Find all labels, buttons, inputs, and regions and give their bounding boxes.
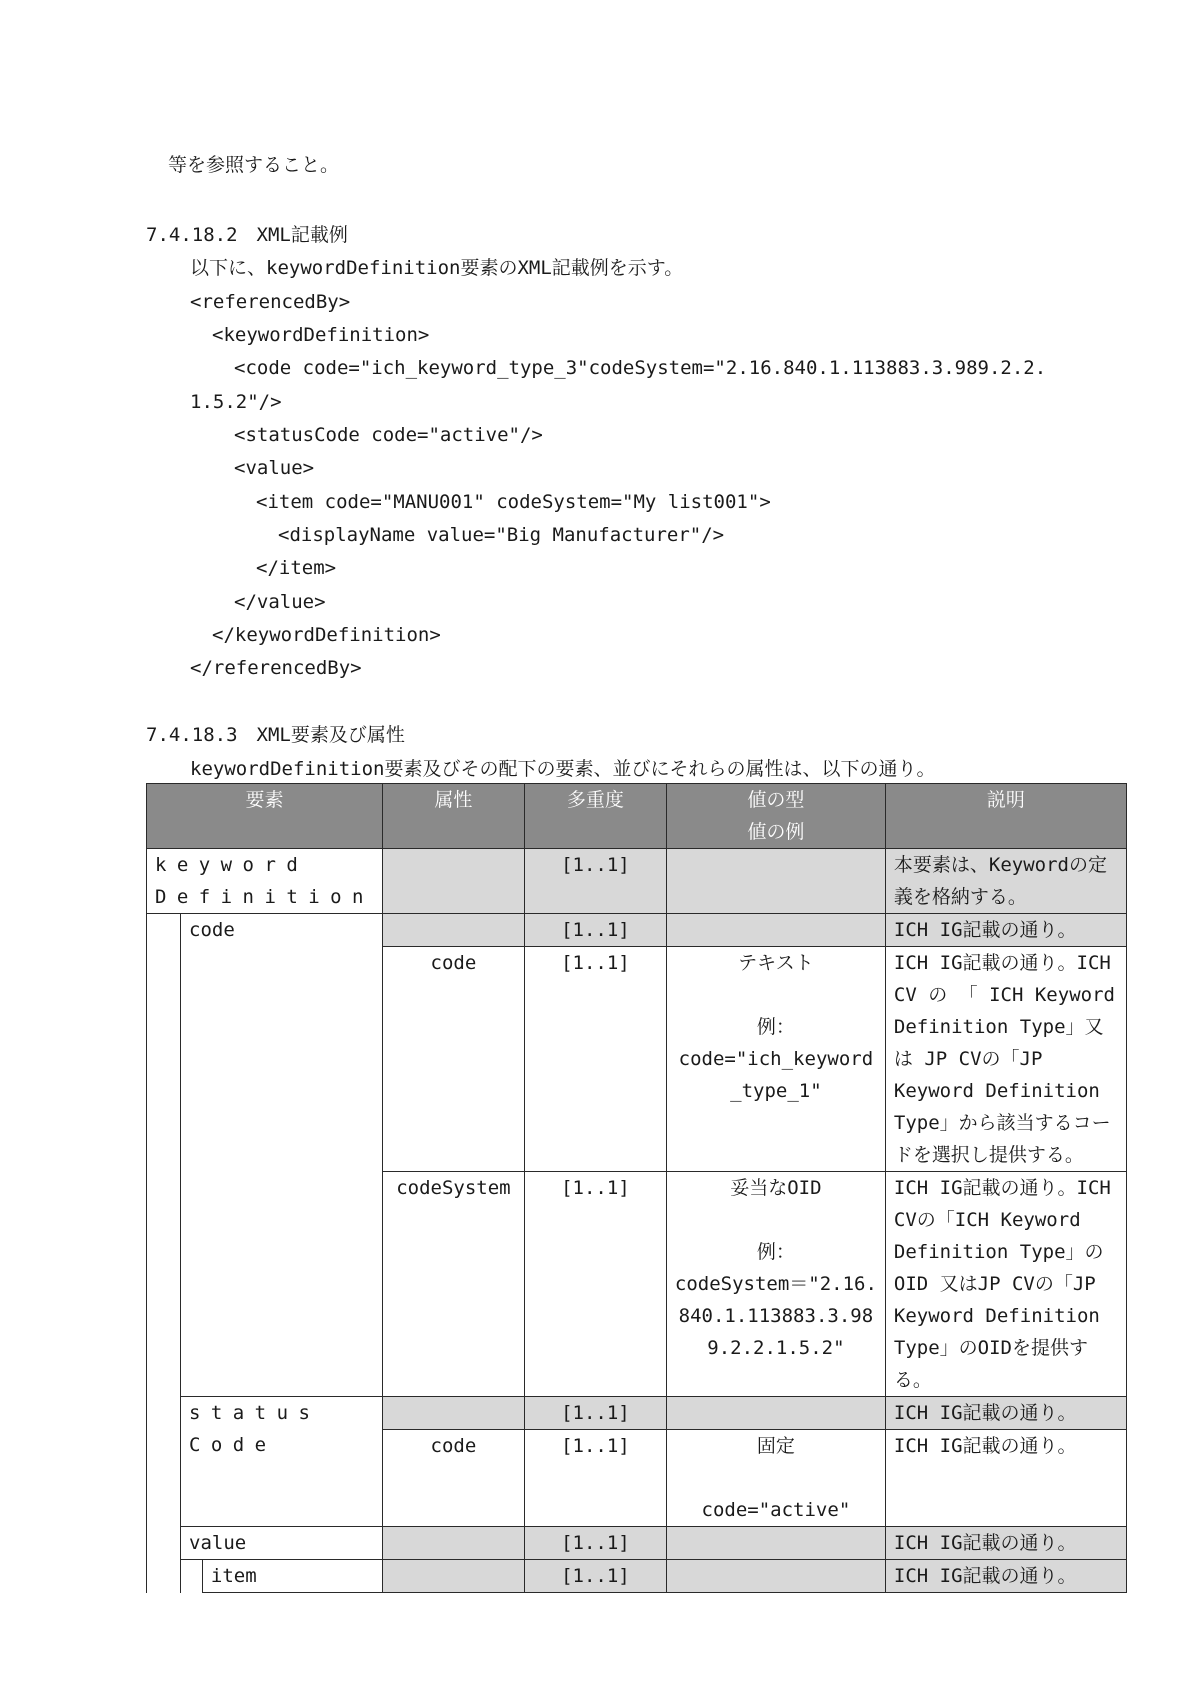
value-cell: テキスト 例： code="ich_keyword _type_1" — [666, 947, 885, 1172]
section-heading-xml-example: 7.4.18.2 XML記載例 — [146, 224, 348, 246]
element-value: value — [181, 1527, 383, 1560]
cardinality-cell: [1..1] — [524, 914, 666, 947]
attribute-cell: code — [382, 947, 524, 1172]
element-status-code: status Code — [181, 1397, 383, 1527]
table-row — [147, 1527, 1127, 1560]
element-keyword-definition: keyword Definition — [147, 849, 383, 914]
attribute-cell: code — [382, 1430, 524, 1527]
table-header-row — [147, 784, 1127, 849]
intro-text: 等を参照すること。 — [168, 154, 340, 176]
code-line: <displayName value="Big Manufacturer"/> — [278, 524, 725, 546]
cardinality-cell: [1..1] — [524, 1560, 666, 1593]
section-lead-elements: keywordDefinition要素及びその配下の要素、並びにそれらの属性は、以下の通り。 — [190, 758, 936, 780]
code-line: <statusCode code="active"/> — [234, 424, 543, 446]
attribute-cell: codeSystem — [382, 1172, 524, 1397]
code-line: <item code="MANU001" codeSystem="My list001"> — [256, 491, 771, 513]
cardinality-cell: [1..1] — [524, 1527, 666, 1560]
table-row — [147, 1397, 1127, 1430]
header-element: 要素 — [147, 784, 383, 849]
value-cell-empty — [666, 1397, 885, 1430]
indent-cell — [181, 1560, 203, 1593]
table-row — [147, 914, 1127, 947]
description-cell: ICH IG記載の通り。ICH CVの「ICH Keyword Definition Type」のOID 又はJP CVの「JP Keyword Definition Type」のOIDを提供する。 — [885, 1172, 1126, 1397]
section-lead-xml-example: 以下に、keywordDefinition要素のXML記載例を示す。 — [190, 257, 684, 279]
description-cell: ICH IG記載の通り。 — [885, 1527, 1126, 1560]
attribute-cell-empty — [382, 1527, 524, 1560]
cardinality-cell: [1..1] — [524, 1172, 666, 1397]
description-cell: ICH IG記載の通り。 — [885, 1560, 1126, 1593]
header-description: 説明 — [885, 784, 1126, 849]
value-cell-empty — [666, 849, 885, 914]
value-cell: 固定 code="active" — [666, 1430, 885, 1527]
code-line: 1.5.2"/> — [190, 391, 282, 413]
description-cell: ICH IG記載の通り。ICH CV の 「 ICH Keyword Definition Type」又は JP CVの「JP Keyword Definition Type」から該当するコードを選択し提供する。 — [885, 947, 1126, 1172]
element-attribute-table — [146, 783, 1127, 1593]
attribute-cell-empty — [382, 849, 524, 914]
table-row — [147, 1560, 1127, 1593]
value-cell-empty — [666, 1560, 885, 1593]
code-line: </value> — [234, 591, 326, 613]
description-cell: ICH IG記載の通り。 — [885, 1430, 1126, 1527]
attribute-cell-empty — [382, 1560, 524, 1593]
indent-cell — [147, 914, 181, 1593]
value-cell-empty — [666, 1527, 885, 1560]
description-cell: ICH IG記載の通り。 — [885, 1397, 1126, 1430]
description-cell: 本要素は、Keywordの定義を格納する。 — [885, 849, 1126, 914]
cardinality-cell: [1..1] — [524, 849, 666, 914]
header-cardinality: 多重度 — [524, 784, 666, 849]
cardinality-cell: [1..1] — [524, 1397, 666, 1430]
cardinality-cell: [1..1] — [524, 1430, 666, 1527]
code-line: <referencedBy> — [190, 291, 351, 313]
code-line: </keywordDefinition> — [212, 624, 441, 646]
attribute-cell-empty — [382, 1397, 524, 1430]
cardinality-cell: [1..1] — [524, 947, 666, 1172]
header-attribute: 属性 — [382, 784, 524, 849]
value-cell-empty — [666, 914, 885, 947]
header-value-type: 値の型 値の例 — [666, 784, 885, 849]
code-line: <keywordDefinition> — [212, 324, 430, 346]
element-code: code — [181, 914, 383, 1397]
code-line: <code code="ich_keyword_type_3"codeSystem="2.16.840.1.113883.3.989.2.2. — [234, 357, 1047, 379]
section-heading-elements: 7.4.18.3 XML要素及び属性 — [146, 724, 405, 746]
table-row — [147, 849, 1127, 914]
code-line: </item> — [256, 557, 337, 579]
attribute-cell-empty — [382, 914, 524, 947]
code-line: <value> — [234, 457, 315, 479]
element-item: item — [202, 1560, 382, 1593]
value-cell: 妥当なOID 例： codeSystem＝"2.16. 840.1.113883.3.98 9.2.2.1.5.2" — [666, 1172, 885, 1397]
code-line: </referencedBy> — [190, 657, 362, 679]
description-cell: ICH IG記載の通り。 — [885, 914, 1126, 947]
